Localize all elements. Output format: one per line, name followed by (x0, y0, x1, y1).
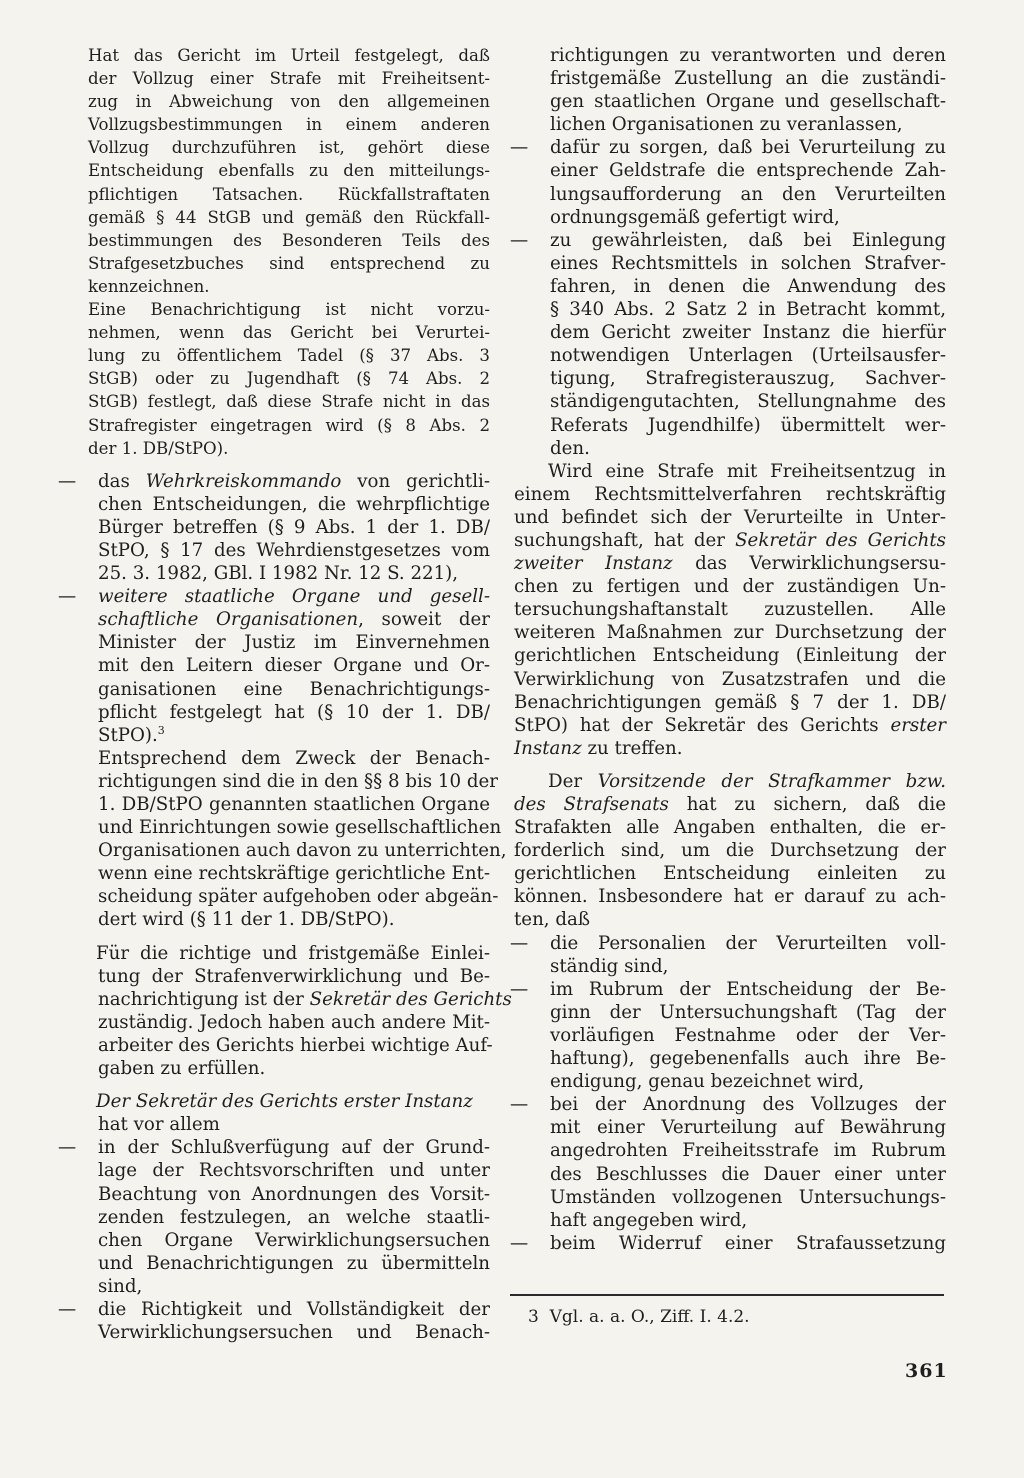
text-line (58, 229, 490, 252)
line-text: Beachtung von Anordnungen des Vorsit- (98, 1183, 490, 1205)
paragraph-gap (58, 1080, 490, 1090)
text-line (58, 275, 490, 298)
line-text: Verwirklichung von Zusatzstrafen und die (514, 668, 946, 690)
line-text: der 1. DB/StPO). (88, 438, 229, 458)
text-line (58, 1229, 490, 1252)
line-text: können. Insbesondere hat er darauf zu ach- (514, 886, 946, 908)
line-text: zu gewährleisten, daß bei Einlegung (550, 229, 946, 251)
text-line (510, 159, 946, 182)
footnote-text: Vgl. a. a. O., Ziff. I. 4.2. (549, 1307, 750, 1327)
line-text: Für die richtige und fristgemäße Einlei- (96, 942, 490, 964)
text-line (510, 136, 946, 159)
page-number: 361 (905, 1360, 948, 1382)
line-text: zenden festzulegen, an welche staatli- (98, 1206, 490, 1228)
line-text: kennzeichnen. (88, 276, 210, 296)
text-line (510, 298, 946, 321)
text-line (58, 67, 490, 90)
line-text: Hat das Gericht im Urteil festgelegt, daß (88, 46, 490, 65)
dash-bullet: — (510, 137, 529, 159)
line-text: Strafregister eingetragen wird (§ 8 Abs. 2 (88, 415, 490, 435)
line-text: des Beschlusses die Dauer einer unter (550, 1163, 946, 1185)
text-line (510, 908, 946, 931)
text-line (58, 839, 507, 862)
text-line (510, 1139, 946, 1162)
dash-bullet: — (510, 1094, 529, 1116)
text-line (58, 298, 490, 321)
line-text: tigung, Strafregisterauszug, Sachver- (550, 368, 946, 390)
text-line (510, 1186, 946, 1209)
text-line (58, 562, 490, 585)
text-line (58, 367, 490, 390)
line-text: Entsprechend dem Zweck der Benach- (98, 747, 490, 769)
paragraph-gap (58, 460, 490, 470)
text-line (58, 585, 490, 608)
text-line (58, 539, 490, 562)
line-text: gerichtlichen Entscheidung (Einleitung der (514, 645, 946, 667)
text-line (58, 252, 490, 275)
text-line (58, 701, 490, 724)
line-text: hat vor allem (98, 1114, 220, 1136)
text-line (58, 770, 498, 793)
text-line (58, 942, 490, 965)
text-line (58, 1057, 490, 1080)
text-line (58, 747, 490, 770)
text-line (510, 1047, 946, 1070)
text-line (58, 159, 490, 182)
text-line (58, 493, 490, 516)
text-line (510, 668, 946, 691)
dash-bullet: — (510, 1232, 529, 1254)
line-text: ständig sind, (550, 955, 669, 977)
text-line (510, 414, 946, 437)
line-text: und Benachrichtigungen zu übermitteln (98, 1252, 490, 1274)
line-text: im Rubrum der Entscheidung der Be- (550, 978, 946, 1000)
line-text: chen zu fertigen und der zuständigen Un- (514, 576, 946, 598)
line-text: ständigengutachten, Stellungnahme des (550, 391, 946, 413)
line-text: lungsaufforderung an den Verurteilten (550, 183, 946, 205)
line-text: fristgemäße Zustellung an die zuständi- (550, 68, 946, 90)
line-text: lichen Organisationen zu veranlassen, (550, 114, 903, 136)
text-line (510, 1093, 946, 1116)
text-line (510, 113, 946, 136)
text-line (510, 275, 946, 298)
text-line (58, 1113, 490, 1136)
line-text: Strafgesetzbuches sind entsprechend zu (88, 253, 490, 273)
text-line (58, 1011, 490, 1034)
text-line (510, 737, 946, 760)
line-text: chen Organe Verwirklichungsersuchen (98, 1229, 490, 1251)
line-text: ginn der Untersuchungshaft (Tag der (550, 1001, 946, 1023)
line-text: nachrichtigung ist der Sekretär des Gerichts (98, 988, 512, 1010)
line-text: gen staatlichen Organe und gesellschaft- (550, 91, 946, 113)
footnote-number: 3 (528, 1307, 539, 1327)
text-line (510, 252, 946, 275)
text-line (510, 390, 946, 413)
text-line (58, 885, 499, 908)
dash-bullet: — (58, 470, 77, 492)
text-line (510, 793, 946, 816)
text-line (58, 862, 490, 885)
footnote-reference: 3 (157, 723, 165, 737)
line-text: sind, (98, 1275, 143, 1297)
text-line (58, 90, 490, 113)
line-text: Der Vorsitzende der Strafkammer bzw. (548, 770, 946, 792)
line-text: StPO).$^3$ (98, 723, 165, 746)
text-line (510, 978, 946, 1001)
footnote (528, 1306, 750, 1329)
text-line (58, 988, 512, 1011)
line-text: arbeiter des Gerichts hierbei wichtige Auf- (98, 1034, 493, 1056)
line-text: Organisationen auch davon zu unterrichten, (98, 840, 507, 862)
line-text: dafür zu sorgen, daß bei Verurteilung zu (550, 137, 946, 159)
text-line (510, 183, 946, 206)
line-text: tersuchungshaftanstalt zuzustellen. Alle (514, 599, 946, 621)
line-text: notwendigen Unterlagen (Urteilsausfer- (550, 345, 946, 367)
text-line (58, 44, 490, 67)
text-line (510, 862, 946, 885)
text-line (58, 965, 490, 988)
text-line (510, 598, 946, 621)
line-text: Umständen vollzogenen Untersuchungs- (550, 1186, 946, 1208)
line-text: Wird eine Strafe mit Freiheitsentzug in (548, 460, 946, 482)
line-text: zuständig. Jedoch haben auch andere Mit- (98, 1011, 490, 1033)
line-text: zug in Abweichung von den allgemeinen (88, 92, 490, 112)
line-text: Vollzug durchzuführen ist, gehört diese (88, 138, 490, 158)
text-line (58, 1252, 490, 1275)
line-text: dem Gericht zweiter Instanz die hierfür (550, 322, 946, 344)
line-text: tung der Strafenverwirklichung und Be- (98, 965, 490, 987)
line-text: mit einer Verurteilung auf Bewährung (550, 1117, 946, 1139)
text-line (510, 691, 946, 714)
line-text: Bürger betreffen (§ 9 Abs. 1 der 1. DB/ (98, 516, 490, 538)
text-line (58, 414, 490, 437)
line-text: StGB) oder zu Jugendhaft (§ 74 Abs. 2 (88, 369, 490, 389)
line-text: Minister der Justiz im Einvernehmen (98, 632, 490, 654)
text-line (510, 90, 946, 113)
line-text: lung zu öffentlichem Tadel (§ 37 Abs. 3 (88, 346, 490, 366)
line-text: lage der Rechtsvorschriften und unter (98, 1160, 490, 1182)
line-text: Verwirklichungsersuchen und Benach- (98, 1322, 490, 1344)
text-line (510, 1070, 946, 1093)
paragraph-gap (58, 932, 490, 942)
line-text: den. (550, 437, 590, 459)
line-text: in der Schlußverfügung auf der Grund- (98, 1137, 490, 1159)
line-text: StGB) festlegt, daß diese Strafe nicht in das (88, 392, 490, 412)
line-text: chen Entscheidungen, die wehrpflichtige (98, 493, 490, 515)
line-text: Benachrichtigungen gemäß § 7 der 1. DB/ (514, 691, 946, 713)
line-text: gemäß § 44 StGB und gemäß den Rückfall- (88, 207, 490, 227)
line-text: bestimmungen des Besonderen Teils des (88, 230, 490, 250)
text-line (58, 516, 490, 539)
text-line (510, 321, 946, 344)
text-line (58, 437, 490, 460)
line-text: beim Widerruf einer Strafaussetzung (550, 1232, 946, 1254)
text-line (510, 1001, 946, 1024)
right-column (510, 44, 946, 1255)
line-text: die Richtigkeit und Vollständigkeit der (98, 1298, 490, 1320)
line-text: ten, daß (514, 909, 590, 931)
line-text: und Einrichtungen sowie gesellschaftlichen (98, 817, 502, 839)
text-line (510, 506, 946, 529)
text-line (58, 1159, 490, 1182)
line-text: eines Rechtsmittels in solchen Strafver- (550, 252, 946, 274)
text-line (510, 1163, 946, 1186)
line-text: das Wehrkreiskommando von gerichtli- (98, 470, 491, 492)
line-text: dert wird (§ 11 der 1. DB/StPO). (98, 909, 395, 931)
line-text: richtigungen zu verantworten und deren (550, 45, 946, 66)
line-text: mit den Leitern dieser Organe und Or- (98, 655, 490, 677)
line-text: schaftliche Organisationen, soweit der (98, 609, 490, 631)
text-line (58, 1136, 490, 1159)
dash-bullet: — (58, 586, 77, 608)
text-line (510, 575, 946, 598)
footnote-divider (510, 1294, 944, 1296)
dash-bullet: — (510, 978, 529, 1000)
line-text: endigung, genau bezeichnet wird, (550, 1071, 865, 1093)
text-line (58, 1034, 493, 1057)
text-line (58, 631, 490, 654)
dash-bullet: — (510, 932, 529, 954)
text-line (510, 621, 946, 644)
line-text: StPO) hat der Sekretär des Gerichts erster (514, 714, 946, 736)
text-line (510, 770, 946, 793)
text-line (510, 229, 946, 252)
text-line (58, 908, 490, 931)
line-text: haft angegeben wird, (550, 1209, 748, 1231)
text-line (58, 1090, 490, 1113)
line-text: weitere staatliche Organe und gesell- (98, 586, 490, 608)
text-line (58, 1183, 490, 1206)
line-text: Instanz zu treffen. (514, 737, 683, 759)
text-line (510, 67, 946, 90)
line-text: StPO, § 17 des Wehrdienstgesetzes vom (98, 539, 490, 561)
text-line (58, 390, 490, 413)
dash-bullet: — (58, 1298, 77, 1320)
line-text: forderlich sind, um die Durchsetzung der (514, 840, 946, 862)
text-line (58, 206, 490, 229)
line-text: die Personalien der Verurteilten voll- (550, 932, 946, 954)
text-line (510, 885, 946, 908)
text-line (58, 183, 490, 206)
text-line (58, 816, 502, 839)
text-line (510, 1232, 946, 1255)
line-text: und befindet sich der Verurteilte in Unter- (514, 506, 946, 528)
line-text: haftung), gegebenenfalls auch ihre Be- (550, 1048, 946, 1070)
line-text: Entscheidung ebenfalls zu den mitteilungs- (88, 161, 490, 181)
line-text: gaben zu erfüllen. (98, 1058, 266, 1080)
left-column (58, 44, 512, 1344)
text-line (510, 483, 946, 506)
dash-bullet: — (510, 229, 529, 251)
line-text: der Vollzug einer Strafe mit Freiheitsent- (88, 69, 490, 89)
text-line (510, 644, 946, 667)
line-text: § 340 Abs. 2 Satz 2 in Betracht kommt, (550, 299, 946, 321)
line-text: angedrohten Freiheitsstrafe im Rubrum (550, 1140, 946, 1162)
line-text: wenn eine rechtskräftige gerichtliche Ent- (98, 863, 490, 885)
text-line (510, 460, 946, 483)
line-text: einer Geldstrafe die entsprechende Zah- (550, 160, 946, 182)
line-text: 1. DB/StPO genannten staatlichen Organe (98, 794, 490, 815)
text-line (510, 816, 946, 839)
line-text: Referats Jugendhilfe) übermittelt wer- (550, 414, 946, 436)
text-line (510, 955, 946, 978)
line-text: fahren, in denen die Anwendung des (550, 275, 946, 297)
text-line (510, 839, 946, 862)
line-text: Der Sekretär des Gerichts erster Instanz (96, 1091, 473, 1113)
line-text: des Strafsenats hat zu sichern, daß die (514, 794, 946, 815)
text-line (58, 1321, 490, 1344)
text-line (58, 113, 490, 136)
text-line (510, 1116, 946, 1139)
line-text: Eine Benachrichtigung ist nicht vorzu- (88, 300, 490, 320)
text-line (58, 678, 490, 701)
line-text: bei der Anordnung des Vollzuges der (550, 1094, 946, 1116)
text-line (58, 470, 490, 493)
text-line (510, 932, 946, 955)
line-text: Strafakten alle Angaben enthalten, die er- (514, 817, 946, 839)
text-line (510, 367, 946, 390)
text-line (510, 1209, 946, 1232)
line-text: ordnungsgemäß gefertigt wird, (550, 206, 840, 228)
line-text: richtigungen sind die in den §§ 8 bis 10 der (98, 770, 498, 792)
line-text: pflicht festgelegt hat (§ 10 der 1. DB/ (98, 701, 490, 723)
line-text: zweiter Instanz das Verwirklichungsersu- (514, 553, 946, 575)
line-text: gerichtlichen Entscheidung einleiten zu (514, 863, 946, 885)
text-line (510, 1024, 946, 1047)
text-line (58, 321, 490, 344)
text-line (510, 344, 946, 367)
text-line (58, 793, 490, 816)
text-line (58, 724, 490, 747)
line-text: pflichtigen Tatsachen. Rückfallstraftaten (88, 184, 490, 204)
line-text: vorläufigen Festnahme oder der Ver- (550, 1024, 946, 1046)
text-line (58, 1298, 490, 1321)
line-text: weiteren Maßnahmen zur Durchsetzung der (514, 622, 946, 644)
line-text: 25. 3. 1982, GBl. I 1982 Nr. 12 S. 221), (98, 563, 459, 585)
text-line (510, 44, 946, 67)
dash-bullet: — (58, 1137, 77, 1159)
text-line (510, 206, 946, 229)
text-line (58, 136, 490, 159)
line-text: scheidung später aufgehoben oder abgeän- (98, 886, 499, 908)
text-line (58, 344, 490, 367)
line-text: Vollzugsbestimmungen in einem anderen (88, 115, 490, 135)
line-text: nehmen, wenn das Gericht bei Verurtei- (88, 323, 490, 343)
text-line (58, 1275, 490, 1298)
text-line (58, 608, 490, 631)
text-line (510, 529, 946, 552)
line-text: ganisationen eine Benachrichtigungs- (98, 678, 490, 700)
text-line (510, 552, 946, 575)
text-line (510, 437, 946, 460)
paragraph-gap (510, 760, 946, 770)
text-line (58, 1206, 490, 1229)
line-text: suchungshaft, hat der Sekretär des Gerichts (514, 529, 946, 551)
text-line (58, 654, 490, 677)
line-text: einem Rechtsmittelverfahren rechtskräftig (514, 483, 946, 505)
text-line (510, 714, 946, 737)
